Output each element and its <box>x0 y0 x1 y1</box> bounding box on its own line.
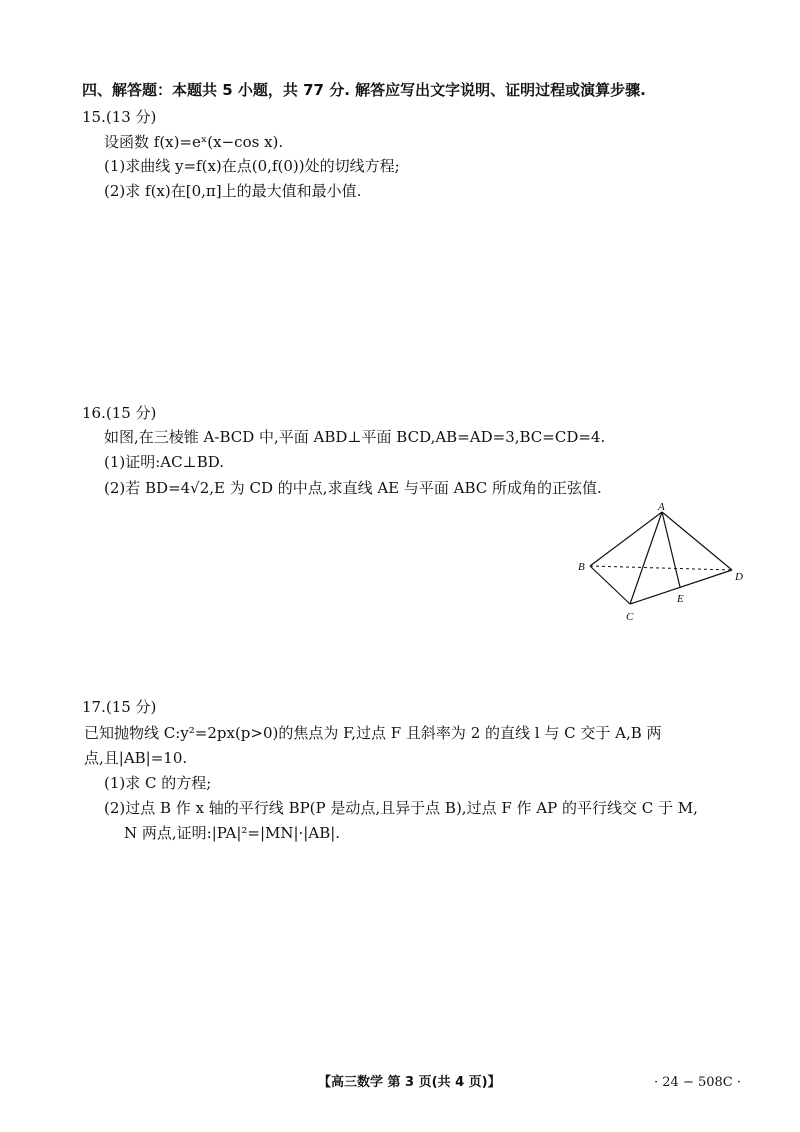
segment-ae <box>662 512 680 587</box>
problem-17-line-4: (2)过点 B 作 x 轴的平行线 BP(P 是动点,且异于点 B),过点 F 作 AP 的平行线交 C 于 M, <box>104 799 698 817</box>
problem-17-line-5: N 两点,证明:|PA|²=|MN|·|AB|. <box>124 824 341 842</box>
problem-15-line-3: (2)求 f(x)在[0,π]上的最大值和最小值. <box>104 182 362 200</box>
edge-ab <box>590 512 662 566</box>
problem-15-number: 15.(13 分) <box>82 108 157 126</box>
label-a: A <box>658 501 665 513</box>
problem-16-line-1: 如图,在三棱锥 A-BCD 中,平面 ABD⊥平面 BCD,AB=AD=3,BC=CD=4. <box>104 428 606 446</box>
problem-15-line-2: (1)求曲线 y=f(x)在点(0,f(0))处的切线方程; <box>104 157 400 175</box>
label-d: D <box>735 571 743 583</box>
edge-bd-hidden <box>590 566 732 570</box>
problem-15-line-1: 设函数 f(x)=eˣ(x−cos x). <box>104 133 284 151</box>
edge-ad <box>662 512 732 570</box>
label-b: B <box>578 561 585 573</box>
edge-ac <box>630 512 662 604</box>
tetrahedron-figure <box>572 500 752 630</box>
edge-bc <box>590 566 630 604</box>
problem-17-line-2: 点,且|AB|=10. <box>84 749 188 767</box>
label-c: C <box>626 611 634 623</box>
page-footer-center: 【高三数学 第 3 页(共 4 页)】 <box>318 1075 501 1090</box>
problem-16-number: 16.(15 分) <box>82 404 157 422</box>
page-footer-code: · 24 − 508C · <box>654 1075 741 1090</box>
problem-16-line-2: (1)证明:AC⊥BD. <box>104 453 225 471</box>
problem-17-line-3: (1)求 C 的方程; <box>104 774 212 792</box>
problem-17-number: 17.(15 分) <box>82 698 157 716</box>
problem-17-line-1: 已知抛物线 C:y²=2px(p>0)的焦点为 F,过点 F 且斜率为 2 的直线 l 与 C 交于 A,B 两 <box>84 724 662 742</box>
label-e: E <box>677 593 684 605</box>
section-heading: 四、解答题：本题共 5 小题，共 77 分. 解答应写出文字说明、证明过程或演算步骤. <box>82 81 646 99</box>
problem-16-line-3: (2)若 BD=4√2,E 为 CD 的中点,求直线 AE 与平面 ABC 所成角的正弦值. <box>104 479 602 497</box>
